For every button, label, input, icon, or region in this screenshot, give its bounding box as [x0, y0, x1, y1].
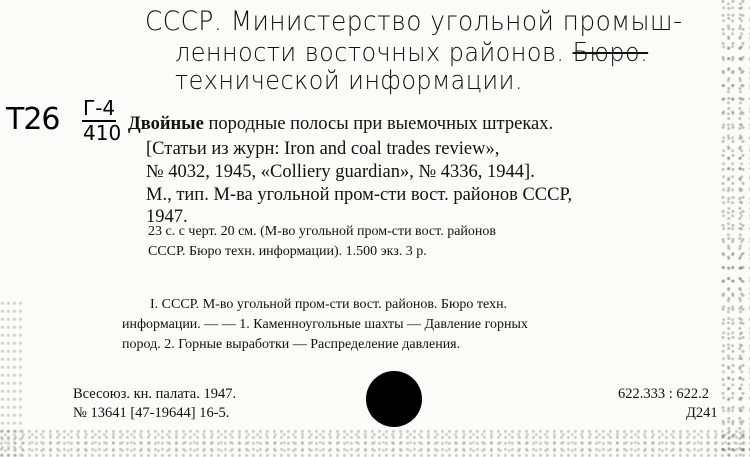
scan-noise-left	[0, 300, 24, 457]
ink-blot	[366, 371, 422, 427]
entry-title-rest: породные полосы при выемочных штреках.	[203, 114, 554, 134]
footer-code: Д241	[686, 405, 718, 421]
handwritten-heading-line-1: СССР. Министерство угольной промыш-	[145, 6, 683, 37]
scan-noise-bottom	[0, 429, 750, 457]
entry-line-4: М., тип. М-ва угольной пром-сти вост. районов СССР,	[146, 185, 573, 205]
shelfmark-main: Т26	[6, 102, 60, 137]
scan-noise-right	[720, 0, 750, 457]
footer-number: № 13641 [47-19644] 16-5.	[73, 405, 230, 421]
entry-title-bold: Двойные	[128, 114, 204, 134]
entry-line-2: [Статьи из журн: Iron and coal trades review»,	[146, 139, 500, 159]
handwritten-heading-line-2-main: ленности восточных районов.	[175, 38, 573, 68]
shelfmark-bottom: 410	[83, 121, 122, 145]
entry-title-line	[128, 114, 553, 135]
footer-udc: 622.333 : 622.2	[618, 386, 710, 402]
handwritten-heading-line-2	[175, 38, 648, 68]
description-line-2: СССР. Бюро техн. информации). 1.500 экз. 3 р.	[148, 244, 427, 259]
tracings-line-3: пород. 2. Горные выработки — Распределение давления.	[122, 337, 461, 352]
tracings-line-2: информации. — — 1. Каменноугольные шахты — Давление горных	[122, 317, 528, 332]
entry-line-5: 1947.	[146, 207, 188, 227]
handwritten-heading-line-3: технической информации.	[175, 66, 523, 96]
tracings-line-1: I. СССР. М-во угольной пром-сти вост. районов. Бюро техн.	[150, 297, 508, 312]
description-line-1: 23 с. с черт. 20 см. (М-во угольной пром-сти вост. районов	[148, 224, 497, 239]
footer-chamber: Всесоюз. кн. палата. 1947.	[73, 386, 237, 402]
shelfmark-top: Г-4	[83, 96, 116, 120]
entry-line-3: № 4032, 1945, «Colliery guardian», № 4336, 1944].	[146, 162, 535, 182]
handwritten-struck-word: Бюро.	[572, 38, 649, 68]
